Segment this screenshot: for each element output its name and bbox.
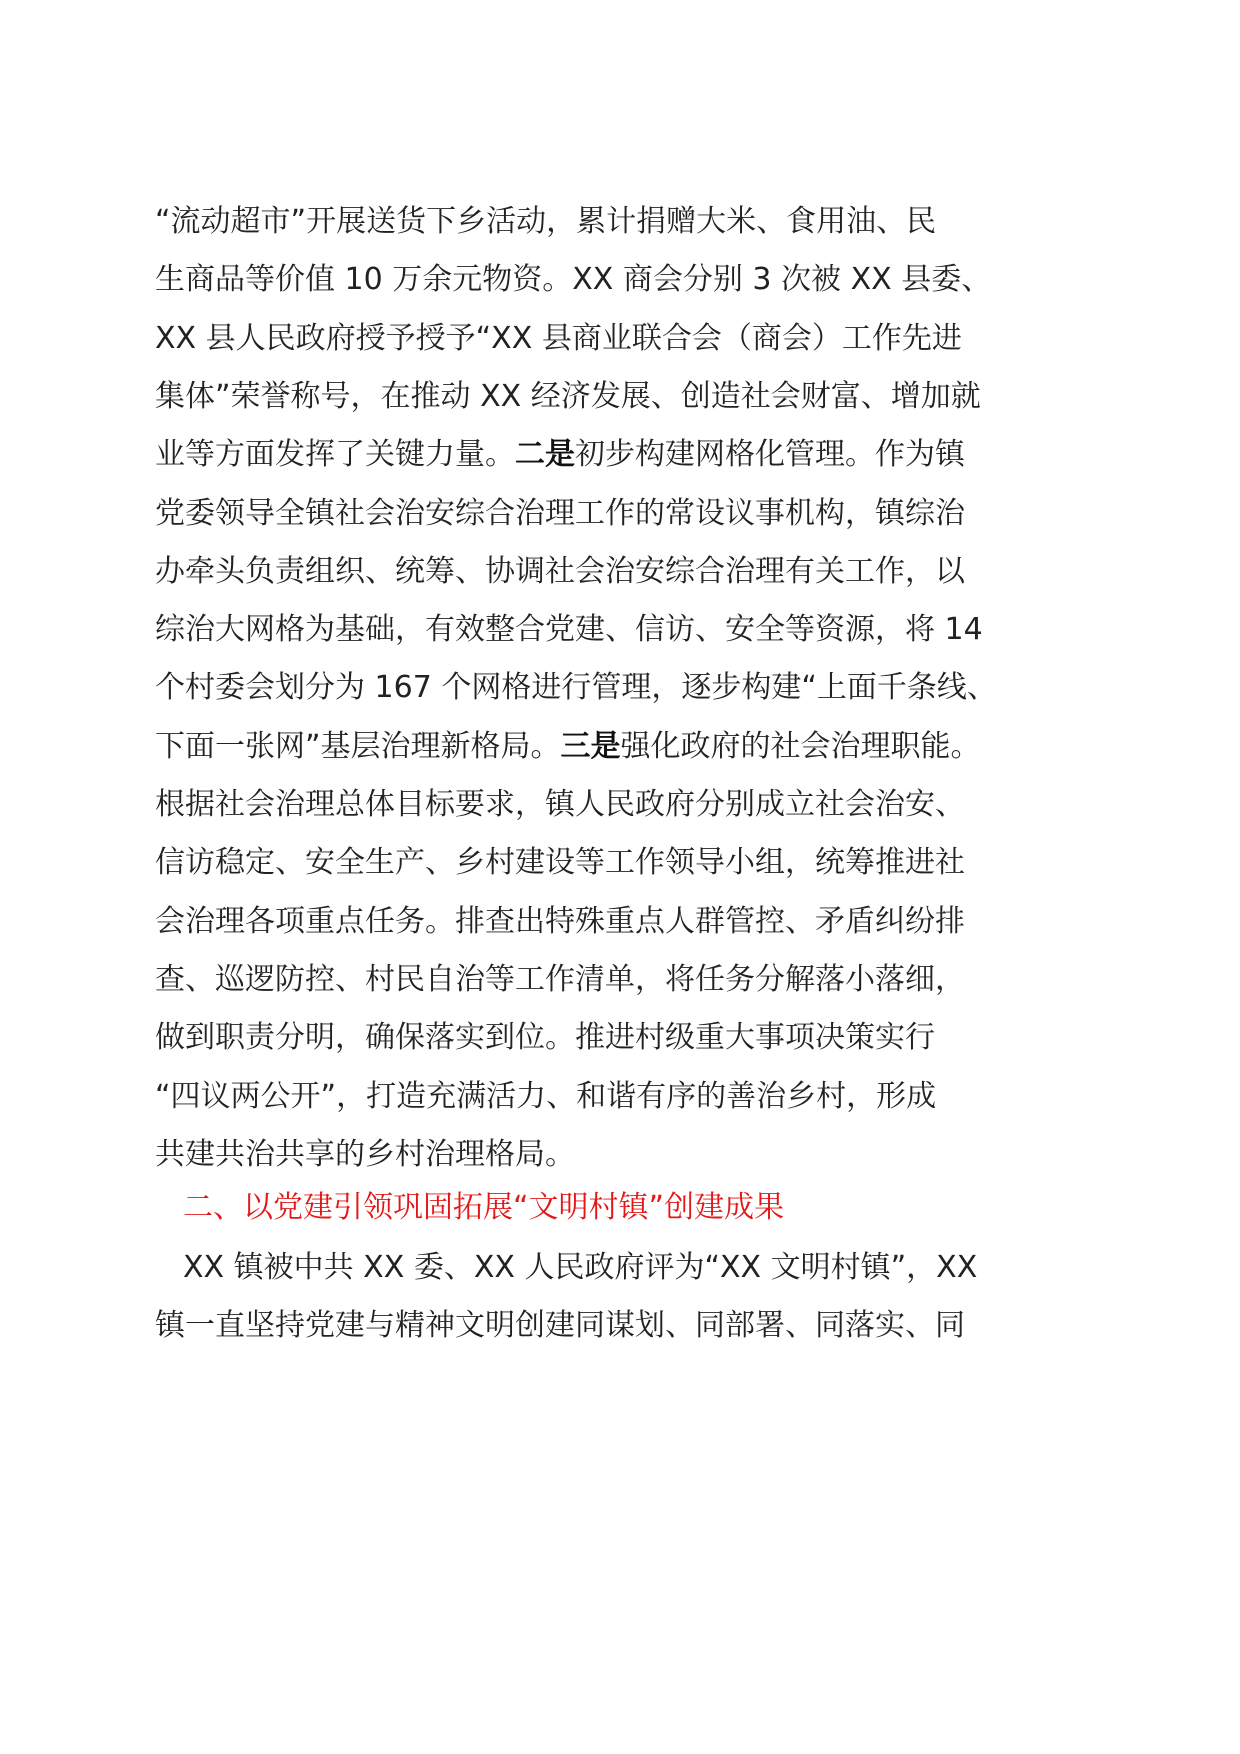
text-span: 生商品等价值 10 万余元物资。XX 商会分别 3 次被 XX 县委、	[155, 262, 992, 297]
text-span: 镇一直坚持党建与精神文明创建同谋划、同部署、同落实、同	[155, 1308, 965, 1343]
text-line	[155, 365, 981, 429]
text-line	[155, 890, 965, 954]
text-line	[155, 1294, 965, 1358]
text-line	[155, 656, 997, 720]
text-span: 强化政府的社会治理职能。	[620, 729, 981, 764]
text-span: 初步构建网格化管理。作为镇	[575, 437, 965, 472]
text-line	[155, 1065, 936, 1129]
text-line	[155, 1006, 935, 1070]
text-span: 办牵头负责组织、统筹、协调社会治安综合治理有关工作，以	[155, 554, 965, 589]
text-line	[155, 248, 991, 312]
text-span: 业等方面发挥了关键力量。	[155, 437, 515, 472]
text-span: 个村委会划分为 167 个网格进行管理，逐步构建“上面千条线、	[155, 670, 997, 705]
text-line	[183, 1236, 977, 1300]
text-line	[155, 773, 965, 837]
text-span: 会治理各项重点任务。排查出特殊重点人群管控、矛盾纠纷排	[155, 904, 965, 939]
text-span: 综治大网格为基础，有效整合党建、信访、安全等资源，将 14	[155, 612, 983, 647]
text-span: 根据社会治理总体目标要求，镇人民政府分别成立社会治安、	[155, 787, 965, 822]
text-line	[155, 948, 965, 1012]
text-span: XX 县人民政府授予授予“XX 县商业联合会（商会）工作先进	[155, 321, 962, 356]
text-line	[155, 482, 965, 546]
text-span: 查、巡逻防控、村民自治等工作清单，将任务分解落小落细，	[155, 962, 965, 997]
text-span: 集体”荣誉称号，在推动 XX 经济发展、创造社会财富、增加就	[155, 379, 981, 414]
text-span: 党委领导全镇社会治安综合治理工作的常设议事机构，镇综治	[155, 496, 965, 531]
text-line	[155, 715, 981, 779]
text-span: XX 镇被中共 XX 委、XX 人民政府评为“XX 文明村镇”，XX	[183, 1250, 978, 1285]
text-line	[155, 831, 965, 895]
section-heading: 二、以党建引领巩固拓展“文明村镇”创建成果	[183, 1190, 785, 1225]
text-line	[155, 423, 965, 487]
text-span: “四议两公开”，打造充满活力、和谐有序的善治乡村，形成	[155, 1079, 937, 1114]
text-span: 信访稳定、安全生产、乡村建设等工作领导小组，统筹推进社	[155, 845, 965, 880]
text-line	[155, 598, 983, 662]
text-span: “流动超市”开展送货下乡活动，累计捐赠大米、食用油、民	[155, 204, 937, 239]
text-span: 做到职责分明，确保落实到位。推进村级重大事项决策实行	[155, 1020, 935, 1055]
text-line	[155, 307, 962, 371]
emphasis-text: 二是	[515, 437, 575, 472]
emphasis-text: 三是	[560, 729, 621, 764]
text-span: 下面一张网”基层治理新格局。	[155, 729, 561, 764]
text-line	[155, 190, 936, 254]
text-span: 共建共治共享的乡村治理格局。	[155, 1137, 575, 1172]
text-line	[155, 540, 965, 604]
